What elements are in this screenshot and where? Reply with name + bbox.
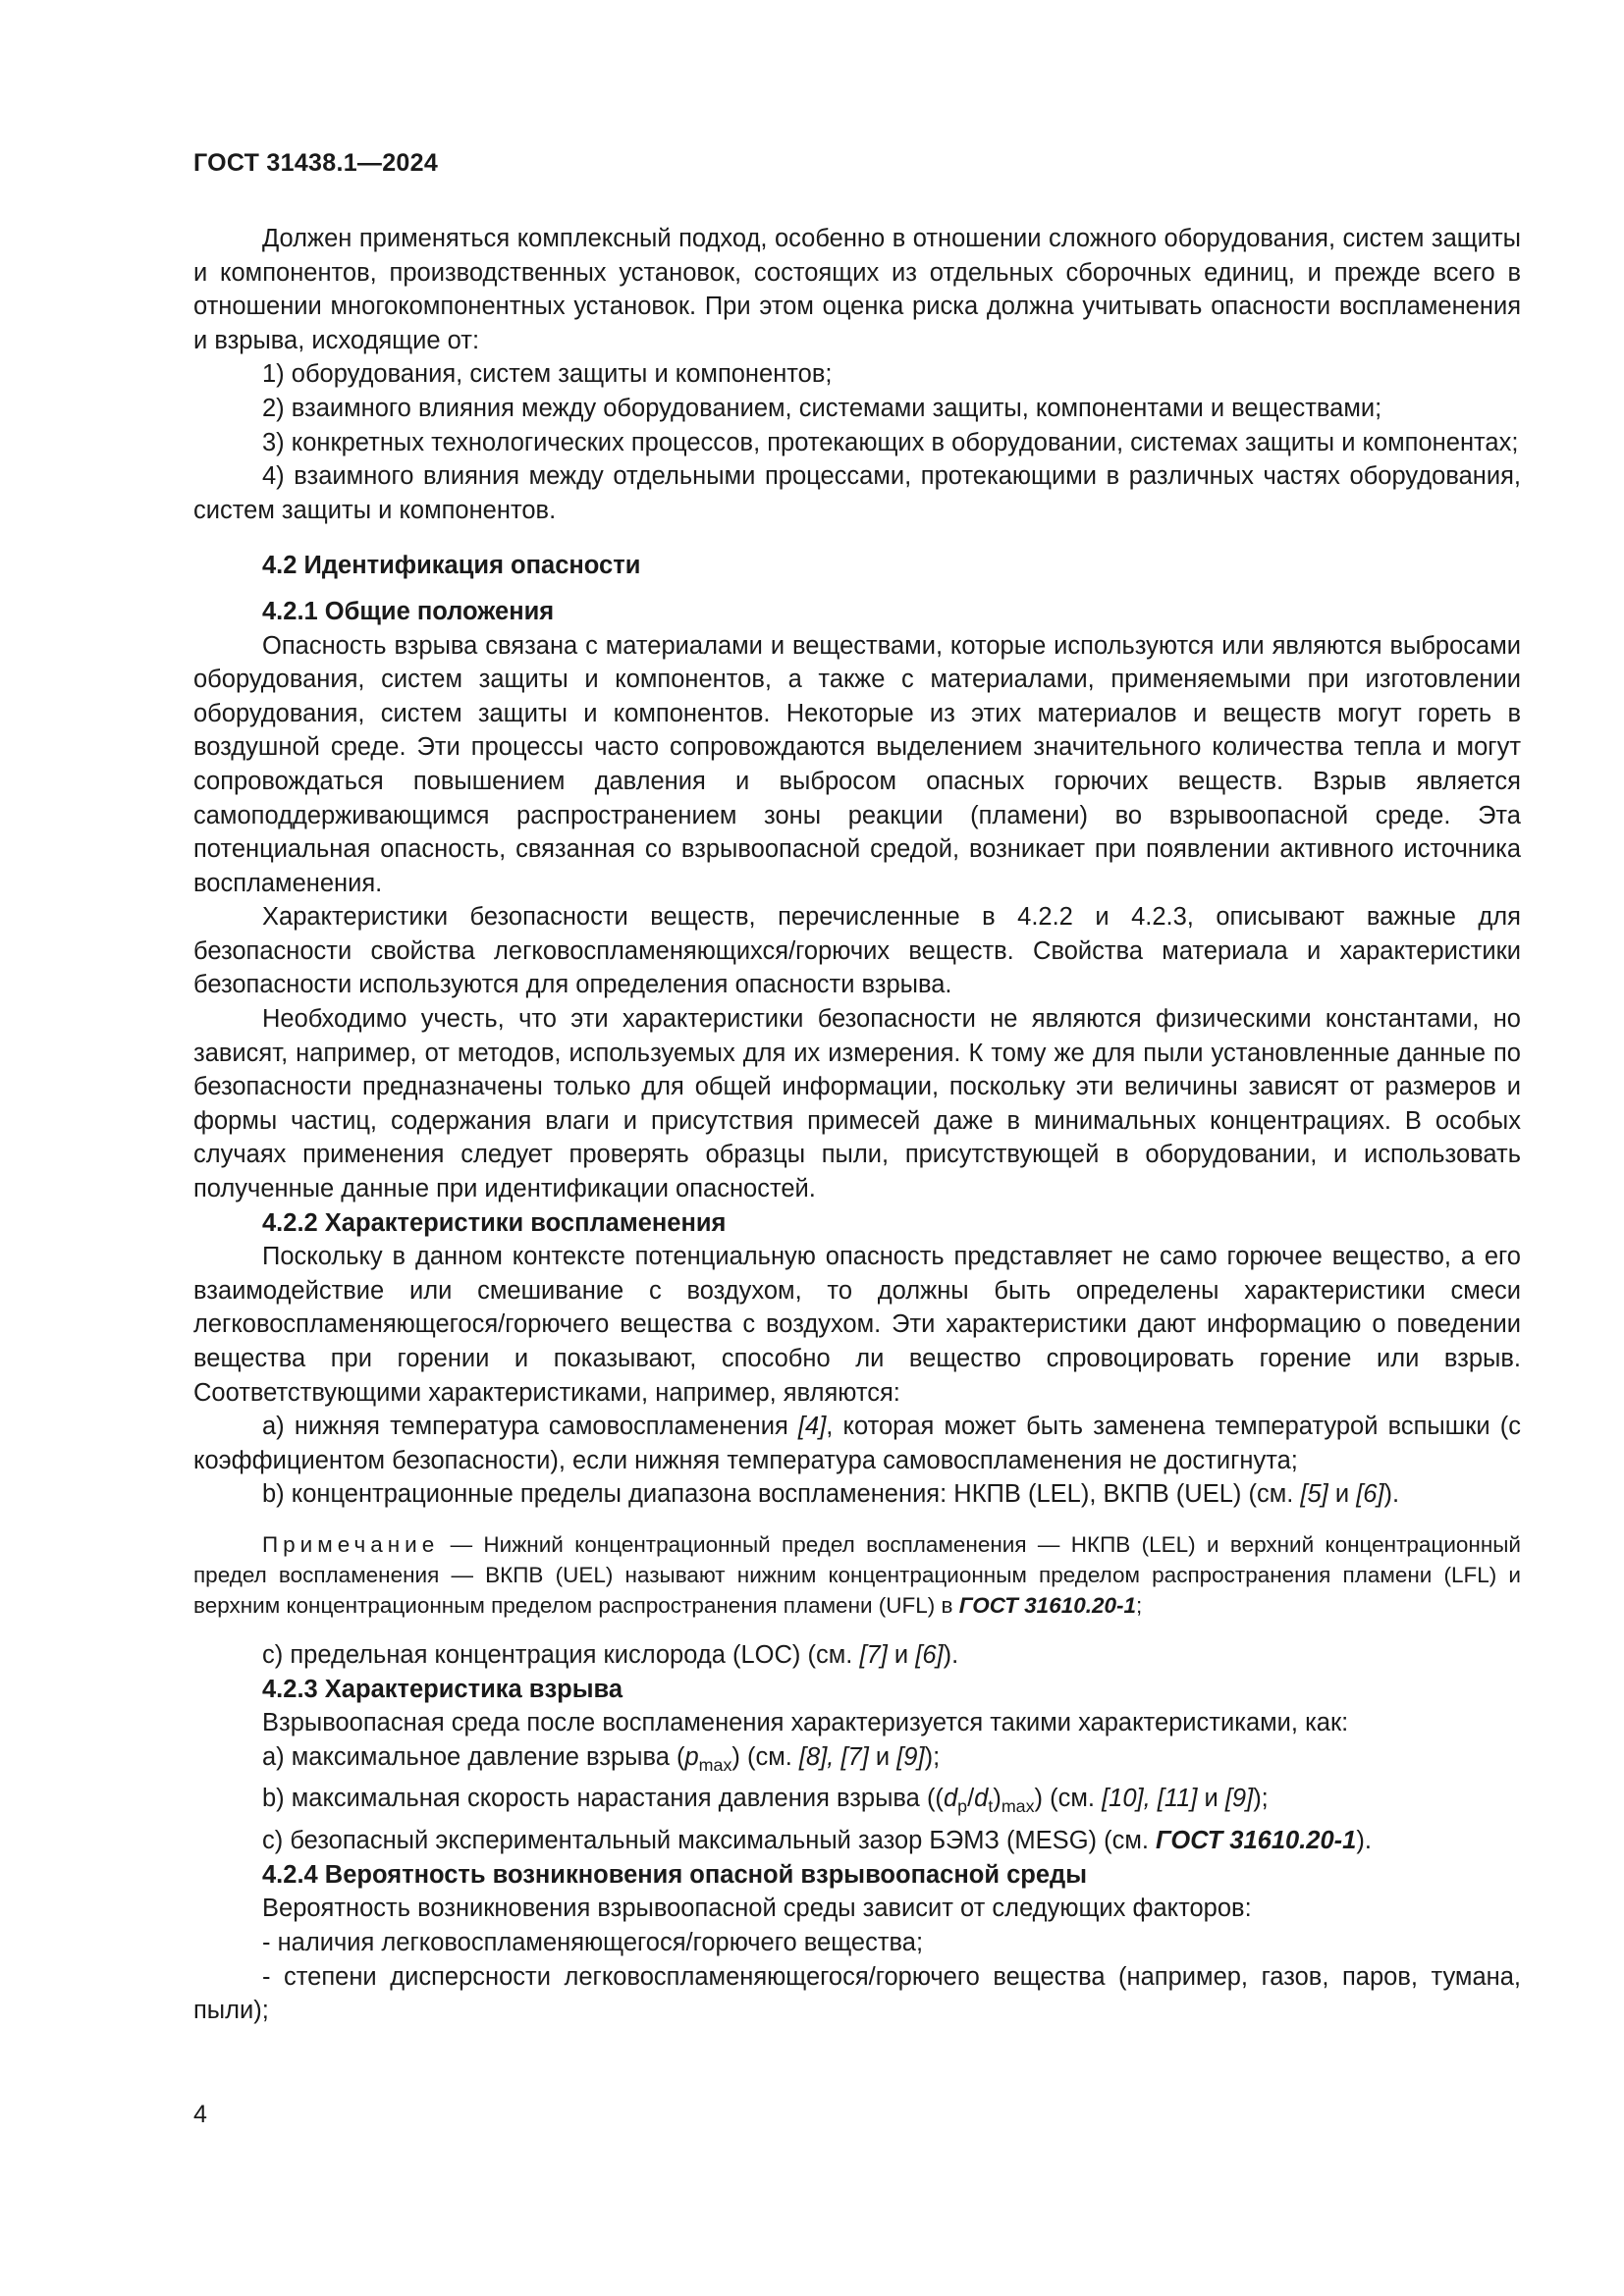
intro-item-2: 2) взаимного влияния между оборудованием, системами защиты, компонентами и веществами; bbox=[262, 394, 1382, 422]
dp-subscript: p bbox=[957, 1796, 968, 1817]
item-b-and: и bbox=[1327, 1480, 1357, 1509]
reference-link: [9] bbox=[1224, 1785, 1254, 1813]
pmax-symbol: p bbox=[684, 1742, 699, 1771]
section-4-2-title: 4.2 Идентификация опасности bbox=[262, 552, 641, 580]
reference-link: [7] bbox=[859, 1640, 888, 1669]
standard-reference: ГОСТ 31610.20-1 bbox=[958, 1592, 1137, 1618]
intro-paragraph: Должен применяться комплексный подход, особенно в отношении сложного оборудования, систем защиты и компонентов, производственных установок, состоящих из отдельных сборочных единиц, и прежде всего в отношении многокомпонентных установок. При этом оценка риска должна учитывать опасности воспламенения и взрыва, исходящие от: bbox=[193, 225, 1521, 354]
section-4-2-3-item-b bbox=[193, 1782, 1521, 1824]
reference-link: [6] bbox=[1356, 1480, 1384, 1509]
reference-link: [5] bbox=[1300, 1480, 1328, 1509]
item-c-text: с) безопасный экспериментальный максимальный зазор БЭМЗ (MESG) (см. bbox=[262, 1827, 1157, 1855]
intro-item-3: 3) конкретных технологических процессов, протекающих в оборудовании, системах защиты и компонентах; bbox=[262, 428, 1519, 456]
item-b-text-end: ). bbox=[1383, 1480, 1400, 1509]
reference-link: [10], [11] bbox=[1102, 1785, 1198, 1813]
note-block bbox=[193, 1529, 1521, 1621]
item-a-text: а) нижняя температура самовоспламенения bbox=[262, 1413, 798, 1441]
dt-subscript: t bbox=[988, 1796, 994, 1817]
item-a-and: и bbox=[868, 1742, 897, 1771]
section-4-2-1-paragraph-2: Характеристики безопасности веществ, перечисленные в 4.2.2 и 4.2.3, описывают важные для безопасности свойства легковоспламеняющихся/горючих веществ. Свойства материала и характеристики безопасности используются для определения опасности взрыва. bbox=[193, 903, 1521, 999]
item-b-mid: ) (см. bbox=[1034, 1785, 1103, 1813]
note-label: Примечание bbox=[262, 1531, 440, 1557]
section-4-2-3-item-a bbox=[193, 1740, 1521, 1783]
dt-symbol: d bbox=[974, 1785, 989, 1813]
item-b-and: и bbox=[1197, 1785, 1225, 1813]
note-end: ; bbox=[1136, 1592, 1143, 1618]
item-b-text: b) концентрационные пределы диапазона воспламенения: НКПВ (LEL), ВКПВ (UEL) (см. bbox=[262, 1480, 1301, 1509]
reference-link: [9] bbox=[896, 1742, 925, 1771]
section-4-2-1-paragraph-3: Необходимо учесть, что эти характеристики безопасности не являются физическими константами, но зависят, например, от методов, используемых для их измерения. К тому же для пыли установленные данные по безопасности предназначены только для общей информации, поскольку эти величины зависят от размеров и формы частиц, содержания влаги и присутствия примесей даже в минимальных концентрациях. В особых случаях применения следует проверять образцы пыли, присутствующей в оборудовании, и использовать полученные данные при идентификации опасностей. bbox=[193, 1005, 1521, 1203]
document-header-code: ГОСТ 31438.1—2024 bbox=[193, 149, 439, 177]
standard-reference: ГОСТ 31610.20-1 bbox=[1156, 1827, 1357, 1855]
section-4-2-2-item-b bbox=[193, 1477, 1521, 1512]
page-number: 4 bbox=[193, 2101, 207, 2128]
section-4-2-3-paragraph: Взрывоопасная среда после воспламенения характеризуется такими характеристиками, как: bbox=[262, 1709, 1349, 1737]
document-body bbox=[193, 222, 1521, 2028]
section-4-2-2-paragraph: Поскольку в данном контексте потенциальную опасность представляет не само горючее вещество, а его взаимодействие или смешивание с воздухом, то должны быть определены характеристики смеси легковоспламеняющегося/горючего вещества с воздухом. Эти характеристики дают информацию о поведении вещества при горении и показывают, способно ли вещество спровоцировать горение или взрыв. Соответствующими характеристиками, например, являются: bbox=[193, 1243, 1521, 1407]
section-4-2-4-item-1: - наличия легковоспламеняющегося/горючего вещества; bbox=[262, 1928, 924, 1956]
section-4-2-1-paragraph-1: Опасность взрыва связана с материалами и веществами, которые используются или являются выбросами оборудования, систем защиты и компонентов, а также с материалами, применяемыми при изготовлении оборудования, систем защиты и компонентов. Некоторые из этих материалов и веществ могут гореть в воздушной среде. Эти процессы часто сопровождаются выделением значительного количества тепла и могут сопровождаться повышением давления и выбросом опасных горючих веществ. Взрыв является самоподдерживающимся распространением зоны реакции (пламени) во взрывоопасной среде. Эта потенциальная опасность, связанная со взрывоопасной средой, возникает при появлении активного источника воспламенения. bbox=[193, 631, 1521, 897]
item-c-text: с) предельная концентрация кислорода (LOC) (см. bbox=[262, 1640, 860, 1669]
item-b-text: b) максимальная скорость нарастания давления взрыва (( bbox=[262, 1785, 944, 1813]
section-4-2-3-item-c bbox=[193, 1824, 1521, 1858]
paren-close: ) bbox=[993, 1785, 1001, 1813]
section-4-2-2-item-a bbox=[193, 1410, 1521, 1477]
section-4-2-1-title: 4.2.1 Общие положения bbox=[262, 597, 555, 625]
item-a-text-end: , которая может быть заменена температурой вспышки (с коэффициентом безопасности), если нижняя температура самовоспламенения не достигнута; bbox=[193, 1413, 1522, 1474]
item-a-end: ); bbox=[924, 1742, 941, 1771]
section-4-2-4-title: 4.2.4 Вероятность возникновения опасной взрывоопасной среды bbox=[262, 1860, 1087, 1889]
section-4-2-2-title: 4.2.2 Характеристики воспламенения bbox=[262, 1208, 727, 1237]
dp-symbol: d bbox=[943, 1785, 958, 1813]
item-a-mid: ) (см. bbox=[731, 1742, 799, 1771]
slash: / bbox=[967, 1785, 975, 1813]
section-4-2-3-title: 4.2.3 Характеристика взрыва bbox=[262, 1675, 623, 1703]
max-subscript: max bbox=[1001, 1796, 1035, 1817]
pmax-subscript: max bbox=[698, 1754, 732, 1775]
reference-link: [4] bbox=[797, 1413, 827, 1441]
note-text: — Нижний концентрационный предел воспламенения — НКПВ (LEL) и верхний концентрационный предел воспламенения — ВКПВ (UEL) называют нижним концентрационным пределом распространения пламени (LFL) и верхним концентрационным пределом распространения пламени (UFL) в bbox=[193, 1531, 1521, 1618]
item-c-and: и bbox=[887, 1640, 916, 1669]
reference-link: [6] bbox=[915, 1640, 944, 1669]
reference-link: [8], [7] bbox=[798, 1742, 869, 1771]
intro-item-4: 4) взаимного влияния между отдельными процессами, протекающими в различных частях оборудования, систем защиты и компонентов. bbox=[193, 462, 1521, 524]
section-4-2-2-item-c bbox=[193, 1638, 1521, 1673]
section-4-2-4-item-2: - степени дисперсности легковоспламеняющегося/горючего вещества (например, газов, паров, тумана, пыли); bbox=[193, 1962, 1521, 2025]
item-b-end: ); bbox=[1253, 1785, 1269, 1813]
item-c-text-end: ). bbox=[943, 1640, 959, 1669]
intro-item-1: 1) оборудования, систем защиты и компонентов; bbox=[262, 360, 833, 389]
item-c-end: ). bbox=[1356, 1827, 1372, 1855]
section-4-2-4-paragraph: Вероятность возникновения взрывоопасной среды зависит от следующих факторов: bbox=[262, 1895, 1252, 1923]
item-a-text: а) максимальное давление взрыва ( bbox=[262, 1742, 685, 1771]
